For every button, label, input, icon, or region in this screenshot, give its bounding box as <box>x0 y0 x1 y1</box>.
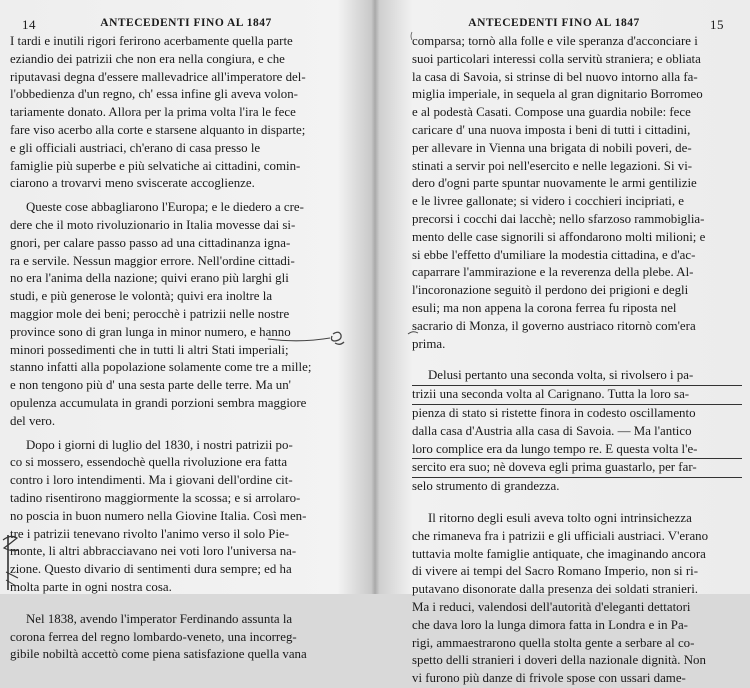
text-line: suoi particolari interessi colla servitù straniera; e obliata <box>412 51 701 66</box>
text-line: gibile nobiltà accettò come piena satisfazione quella vana <box>10 647 307 662</box>
text-line: tariamente donato. Allora per la prima volta l'ira le fece <box>10 105 296 120</box>
paragraph <box>10 437 356 597</box>
text-line: monte, li altri abbracciavano nei voti loro l'universa na- <box>10 544 297 559</box>
text-line: ra e servile. Nessun maggior errore. Nell'ordine cittadi- <box>10 253 295 268</box>
text-line: esuli; ma non appena la corona ferrea fu riposta nel <box>412 300 677 315</box>
text-line: per allevare in Vienna una brigata di nobili poveri, de- <box>412 140 692 155</box>
text-line: province sono di gran lunga in minor numero, e hanno <box>10 324 291 339</box>
text-line: sercito era suo; nè doveva egli prima guastarlo, per far- <box>412 459 742 478</box>
text-line: minori possedimenti che in tutti li altri Stati imperiali; <box>10 342 289 357</box>
text-line: l'incoronazione seguitò il perdono dei prigioni e degli <box>412 283 689 298</box>
text-line: miglia imperiale, in sequela al gran dignitario Borromeo <box>412 87 703 102</box>
text-line: eziandio dei patrizii che non era nella congiura, e che <box>10 51 285 66</box>
text-line: mento delle case signorili si affondarono molti milioni; e <box>412 229 706 244</box>
text-line: loro complice era da lungo tempo re. E questa volta l'e- <box>412 441 742 460</box>
text-line: I tardi e inutili rigori ferirono acerbamente quella parte <box>10 34 293 48</box>
paragraph-gap <box>10 597 356 611</box>
text-line: no era l'anima della nazione; quivi erano più larghi gli <box>10 271 289 286</box>
text-line: dere che il moto rivoluzionario in Italia movesse dai si- <box>10 217 296 232</box>
text-line: e non tengono più d' una sesta parte delle terre. Ma un' <box>10 378 291 393</box>
right-page-header <box>378 17 750 33</box>
paragraph-gap <box>412 496 742 510</box>
text-line: dalla casa d'Austria alla casa di Savoia. — Ma l'antico <box>412 423 692 438</box>
paragraph <box>10 611 356 664</box>
text-line: selo strumento di grandezza. <box>412 479 560 494</box>
text-line: putavano disonorate dalla presenza dei soldati stranieri. <box>412 582 698 597</box>
text-line: Queste cose abbagliarono l'Europa; e le diedero a cre- <box>26 200 304 215</box>
text-line: co si mossero, essendochè quella rivoluzione era fatta <box>10 455 288 470</box>
text-line: ciarono a trovarvi meno sviscerate accoglienze. <box>10 176 255 191</box>
text-line: pienza di stato si ristette finora in codesto oscillamento <box>412 405 696 420</box>
text-line: stinati a servir poi nell'esercito e nelle legazioni. Si vi- <box>412 158 693 173</box>
running-head: ANTECEDENTI FINO AL 1847 <box>468 17 640 29</box>
text-line: l'obbedienza d'un regno, ch' essa infine gli aveva volon- <box>10 87 298 102</box>
text-line: famiglie più superbe e più selvatiche ai cittadini, comin- <box>10 158 301 173</box>
text-line: caparrare l'ammirazione e la reverenza della plebe. Al- <box>412 265 694 280</box>
text-line: e al podestà Casati. Compose una guardia nobile: fece <box>412 105 691 120</box>
right-page-text <box>412 33 742 688</box>
paragraph <box>412 367 742 496</box>
paragraph-gap <box>412 353 742 367</box>
text-line: zione. Questo divario di sentimenti dura sempre; ed ha <box>10 562 292 577</box>
text-line: comparsa; tornò alla folle e vile speranza d'acconciare i <box>412 34 698 48</box>
text-line: stanno infatti alla popolazione solamente come tre a mille; <box>10 360 312 375</box>
text-line: rigi, ammaestrarono quella stolta gente a serbare al co- <box>412 635 695 650</box>
text-line: Nel 1838, avendo l'imperator Ferdinando assunta la <box>26 611 293 626</box>
text-line: gnori, per calare passo passo ad una cittadinanza igna- <box>10 235 291 250</box>
text-line: studi, e più generose le volontà; quivi era inoltre la <box>10 289 273 304</box>
text-line: riputavasi degna d'essere mallevadrice all'imperatore del- <box>10 69 306 84</box>
text-line: tre i patrizii tenevano rivolto l'animo verso il solo Pie- <box>10 526 290 541</box>
text-line: vi furono più danze di frivole spose con ussari dame- <box>412 671 686 686</box>
left-page <box>0 0 372 662</box>
text-line: sacrario di Monza, il governo austriaco ritornò com'era <box>412 318 696 333</box>
paragraph <box>10 199 356 430</box>
paragraph <box>412 510 742 688</box>
text-line: corona ferrea del regno lombardo-veneto, una incorreg- <box>10 629 297 644</box>
text-line: che rimaneva fra i patrizii e gli ufficiali austriaci. V'erano <box>412 528 709 543</box>
text-line: e le livree gallonate; si videro i cocchieri incipriati, e <box>412 194 685 209</box>
text-line: opulenza accumulata in grandi porzioni sembra maggiore <box>10 395 307 410</box>
right-page <box>378 0 750 686</box>
text-line: prima. <box>412 336 446 351</box>
text-line: Ma i reduci, valendosi dell'autorità d'eleganti dettatori <box>412 599 691 614</box>
text-line: contro i loro intendimenti. Ma i giovani dell'ordine cit- <box>10 473 293 488</box>
page-number: 14 <box>22 17 36 32</box>
text-line: Dopo i giorni di luglio del 1830, i nostri patrizii po- <box>26 437 293 452</box>
left-page-text <box>10 33 356 664</box>
text-line: dero d'ogni parte spuntar nuovamente le armi gentilizie <box>412 176 697 191</box>
paragraph <box>10 33 356 193</box>
text-line: precorsi i cocchi dai lacchè; nello sfarzoso rammobiglia- <box>412 211 705 226</box>
text-line: caricare d' una nuova imposta i beni di tutti i cittadini, <box>412 122 691 137</box>
running-head: ANTECEDENTI FINO AL 1847 <box>100 17 272 29</box>
text-line: tuttavia molte famiglie antiquate, che imaginando ancora <box>412 546 706 561</box>
text-line: di vivere ai tempi del Sacro Romano Imperio, non si ri- <box>412 564 699 579</box>
text-line: spetto delli stranieri i doveri della nazionale dignità. Non <box>412 653 706 668</box>
text-line: Delusi pertanto una seconda volta, si rivolsero i pa- <box>412 367 742 386</box>
text-line: che dava loro la lunga dimora fatta in Londra e in Pa- <box>412 617 688 632</box>
text-line: Il ritorno degli esuli aveva tolto ogni intrinsichezza <box>428 510 692 525</box>
text-line: del vero. <box>10 413 56 428</box>
text-line: e gli officiali austriaci, ch'erano di casa presso le <box>10 140 261 155</box>
text-line: molta parte in ogni nostra cosa. <box>10 579 172 594</box>
text-line: maggior mole dei beni; perocchè i patrizii nelle nostre <box>10 306 290 321</box>
left-page-header <box>0 17 372 33</box>
text-line: si ebbe l'effetto d'umiliare la modestia cittadina, e d'ac- <box>412 247 696 262</box>
paragraph <box>412 33 742 353</box>
text-line: fare viso acerbo alla corte e starsene alquanto in disparte; <box>10 122 306 137</box>
text-line: tadino risentirono maggiormente la scossa; e si arrolaro- <box>10 490 301 505</box>
text-line: trizii una seconda volta al Carignano. Tutta la loro sa- <box>412 386 742 405</box>
text-line: no poscia in buon numero nella Giovine Italia. Così men- <box>10 508 307 523</box>
text-line: la casa di Savoia, si strinse di bel nuovo intorno alla fa- <box>412 69 698 84</box>
page-number: 15 <box>710 17 724 32</box>
